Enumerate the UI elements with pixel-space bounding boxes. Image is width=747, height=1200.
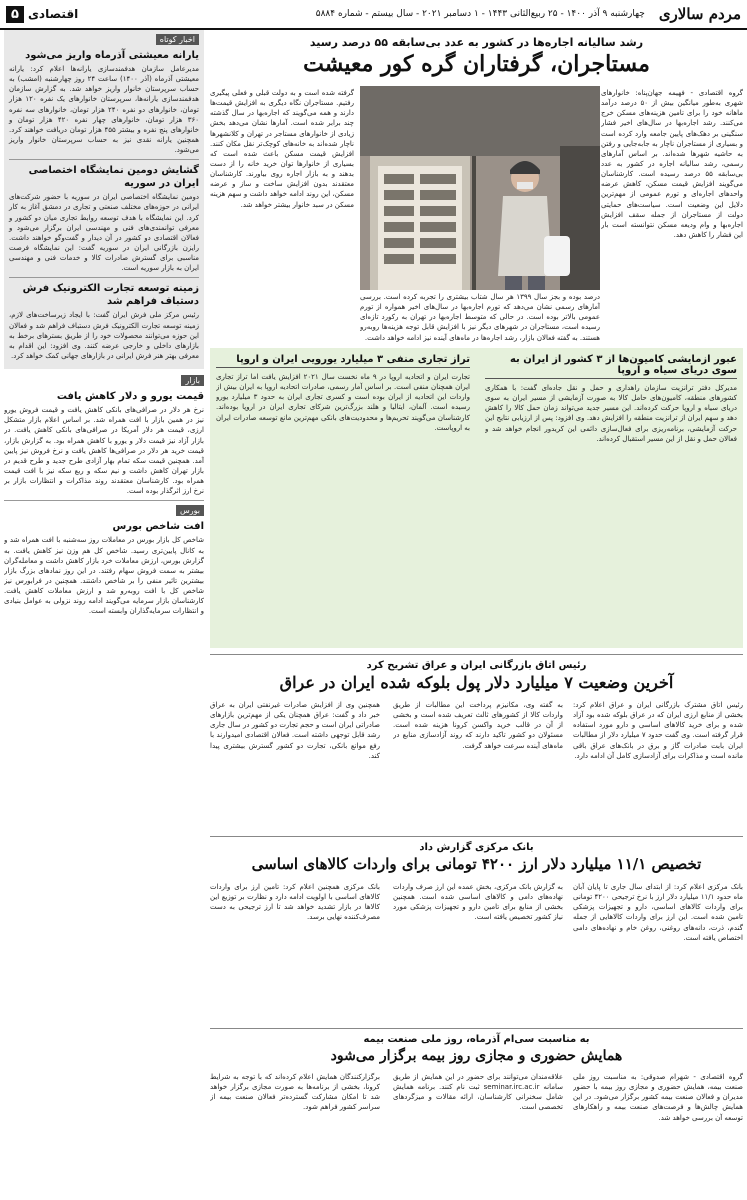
insurance-body-left: برگزارکنندگان همایش اعلام کرده‌اند که با توجه به شرایط کرونا، بخشی از برنامه‌ها به صورت مجازی برگزار خواهد شد تا امکان مشارکت گسترده‌تر فعالان صنعت بیمه از سراسر کشور فراهم شود. [210,1073,380,1112]
lead-column-right: گروه اقتصادی - فهیمه جهان‌پناه: خانوارهای شهری به‌طور میانگین بیش از ۵۰ درصد درآمد ماهانه خود را برای تامین هزینه‌های مسکن خرج می‌کنند. رشد اجاره‌بها در سال‌های اخیر فشار سنگینی بر دهک‌های پایین جامعه وارد کرده است و بسیاری از مستاجران ناچار به جابه‌جایی و رفتن به حاشیه شهرها شده‌اند. بر اساس آمارهای رسمی، رشد سالیانه اجاره در کشور به عدد بی‌سابقه ۵۵ درصد رسیده است. کارشناسان می‌گویند افزایش قیمت مسکن، کاهش عرضه واحدهای اجاره‌ای و تورم عمومی از مهم‌ترین دلایل این وضعیت است. سیاست‌های حمایتی دولت از مستاجران از جمله سقف افزایش اجاره‌بها و وام ودیعه مسکن نتوانسته است بار این فشار را کاهش دهد. [601,89,743,239]
bourse-body: شاخص کل بازار بورس در معاملات روز سه‌شنبه با افت همراه شد و به کانال پایین‌تری رسید. شاخص کل هم وزن نیز کاهش یافت. به گزارش بورس، ارزش معاملات خرد بازار کاهش داشت و معامله‌گران بیشتر به سمت فروش سهام رفتند. در این روز نمادهای بزرگ بازار بیشترین تاثیر منفی را بر شاخص داشتند. همچنین در فرابورس نیز شاخص کل با افت روبه‌رو شد و ارزش معاملات کاهش یافت. کارشناسان بازار سرمایه می‌گویند ادامه روند نزولی به عوامل بنیادی و انتظارات سرمایه‌گذاران وابسته است. [4,536,204,616]
lead-column-under-photo: درصد بوده و بجز سال ۱۳۹۹ هر سال شتاب بیشتری را تجربه کرده است. بررسی آمارهای رسمی نشان می‌دهد که تورم اجاره‌بها در سال‌های اخیر همواره از تورم عمومی بالاتر بوده است. در حالی که متوسط اجاره‌بها در تهران به رکورد تازه‌ای رسیده است، مستاجران در شهرهای دیگر نیز با افزایش قابل توجه هزینه‌ها روبه‌رو هستند. به گفته فعالان بازار، رشد اجاره‌ها در ماه‌های آینده نیز ادامه خواهد داشت. [360,290,600,348]
allocation-kicker: بانک مرکزی گزارش داد [419,842,534,853]
iraq-headline: آخرین وضعیت ۷ میلیارد دلار پول بلوکه شده ایران در عراق [279,673,674,692]
trade-title: تراز تجاری منفی ۳ میلیارد یورویی ایران و اروپا [216,354,470,368]
transit-title: عبور آزمایشی کامیون‌ها از ۳ کشور از ایران به سوی دریای سیاه و اروپا [485,354,737,379]
short-news-3-title: زمینه توسعه تجارت الکترونیک فرش دستباف فراهم شد [22,283,199,308]
divider [4,500,204,501]
trade-box [216,354,470,636]
iraq-body-left: همچنین وی از افزایش صادرات غیرنفتی ایران به عراق خبر داد و گفت: عراق همچنان یکی از مهم‌ترین بازارهای صادراتی ایران است و حجم تجارت دو کشور در سال جاری رشد قابل توجهی داشته است. فعالان اقتصادی امیدوارند با رفع موانع بانکی، تجارت دو کشور گسترش بیشتری پیدا کند. [210,701,380,760]
page-number: ۵ [6,6,24,23]
short-news-box [4,30,204,369]
lead-kicker: رشد سالیانه اجاره‌ها در کشور به عدد بی‌سابقه ۵۵ درصد رسید [309,36,644,49]
short-news-2-title: گشایش دومین نمایشگاه اختصاصی ایران در سوریه [28,165,199,190]
label-bourse: بورس [176,505,204,516]
lead-headline: مستاجران، گرفتاران گره کور معیشت [303,51,650,77]
sidebar-news [4,30,204,1196]
transit-body: مدیرکل دفتر ترانزیت سازمان راهداری و حمل و نقل جاده‌ای گفت: با همکاری کشورهای منطقه، کامیون‌های حامل کالا به صورت آزمایشی از مسیر ایران به سوی دریای سیاه و اروپا حرکت کرده‌اند. این مسیر جدید می‌تواند زمان حمل کالا را کاهش دهد و سهم ایران از ترانزیت منطقه را افزایش دهد. وی افزود: پس از ارزیابی نتایج این حرکت آزمایشی، برنامه‌ریزی برای فعال‌سازی دائمی این کریدور انجام خواهد شد و فعالان حمل و نقل از این مسیر استقبال کرده‌اند. [485,384,737,443]
divider [210,836,743,837]
allocation-body-mid: به گزارش بانک مرکزی، بخش عمده این ارز صرف واردات نهاده‌های دامی و کالاهای اساسی شده است. همچنین بخشی از منابع برای تامین دارو و تجهیزات پزشکی مورد نیاز کشور تخصیص یافته است. [393,883,563,922]
newspaper-brand: مردم سالاری [658,5,741,23]
short-news-3-body: رئیس مرکز ملی فرش ایران گفت: با ایجاد زیرساخت‌های لازم، زمینه توسعه تجارت الکترونیک فرش دستباف فراهم شد و فعالان این حوزه می‌توانند محصولات خود را از طریق بسترهای برخط به بازارهای داخلی و خارجی عرضه کنند. وی افزود: این اقدام به معرفی بهتر هنر فرش ایرانی در بازارهای جهانی کمک خواهد کرد. [9,311,199,360]
short-news-2-body: دومین نمایشگاه اختصاصی ایران در سوریه با حضور شرکت‌های ایرانی در حوزه‌های مختلف صنعتی و تجاری در دمشق آغاز به کار کرد. این نمایشگاه با هدف توسعه روابط تجاری میان دو کشور و معرفی توانمندی‌های فنی و مهندسی ایران برگزار می‌شود و فعالان اقتصادی دو کشور در آن دیدار و گفت‌وگو خواهند داشت. رایزن بازرگانی ایران در سوریه گفت: این نمایشگاه فرصت مناسبی برای گسترش صادرات کالا و خدمات فنی و مهندسی ایران به بازار سوریه است. [9,193,199,273]
short-news-1-title: یارانه معیشتی آذرماه واریز می‌شود [25,50,199,61]
allocation-headline: تخصیص ۱۱/۱ میلیارد دلار ارز ۴۲۰۰ تومانی برای واردات کالاهای اساسی [251,855,702,873]
label-market: بازار [181,375,204,386]
main-content [210,30,743,1196]
insurance-body-right: گروه اقتصادی - شهرام صدوقی: به مناسبت روز ملی صنعت بیمه، همایش حضوری و مجازی روز بیمه با حضور مدیران و فعالان صنعت بیمه کشور برگزار می‌شود. در این همایش چالش‌ها و فرصت‌های صنعت بیمه و راهکارهای توسعه آن بررسی خواهد شد. [573,1073,743,1122]
iraq-body-right: رئیس اتاق مشترک بازرگانی ایران و عراق اعلام کرد: بخشی از منابع ارزی ایران که در عراق بلوکه شده بود آزاد شده و برای خرید کالاهای اساسی و دارو مورد استفاده قرار گرفته است. وی گفت حدود ۷ میلیارد دلار از مطالبات ایران بابت صادرات گاز و برق در بانک‌های عراق باقی مانده است و مذاکرات برای آزادسازی کامل آن ادامه دارد. [573,701,743,760]
section-tag [0,6,78,23]
divider [9,159,199,160]
divider [9,277,199,278]
divider [210,1028,743,1029]
insurance-kicker: به مناسبت سی‌ام آذرماه، روز ملی صنعت بیمه [363,1034,590,1045]
insurance-headline: همایش حضوری و مجازی روز بیمه برگزار می‌شود [330,1048,623,1064]
trade-body: تجارت ایران و اتحادیه اروپا در ۹ ماه نخست سال ۲۰۲۱ افزایش یافت اما تراز تجاری ایران همچنان منفی است. بر اساس آمار رسمی، صادرات اتحادیه اروپا به ایران بیش از واردات این اتحادیه از ایران بوده است و کسری تجاری ایران به حدود ۳ میلیارد یورو رسیده است. آلمان، ایتالیا و هلند بزرگ‌ترین شرکای تجاری ایران در اروپا بوده‌اند. کارشناسان می‌گویند تحریم‌ها و محدودیت‌های بانکی مهم‌ترین مانع توسعه صادرات ایران به اروپاست. [216,373,470,432]
iraq-kicker: رئیس اتاق بازرگانی ایران و عراق تشریح کرد [366,660,587,671]
section-name: اقتصادی [27,7,79,21]
page-header [0,0,747,30]
market-body: نرخ هر دلار در صرافی‌های بانکی کاهش یافت و قیمت فروش یورو نیز در همین بازار با افت همراه شد. بر اساس اعلام بازار متشکل ارزی، قیمت هر دلار آمریکا در صرافی‌های بانکی کاهش یافت. در بازار آزاد نیز قیمت دلار و یورو با کاهش همراه بود. به گزارش بازار، قیمت خرید هر دلار در صرافی‌ها کاهش یافت و نرخ فروش نیز پایین آمد. همچنین قیمت سکه تمام بهار آزادی طرح جدید و طرح قدیم در بازار تهران کاهش داشت و نیم سکه و ربع سکه نیز با افت قیمت همراه بود. کارشناسان معتقدند روند مذاکرات و انتظارات بازار بر نرخ ارز اثرگذار بوده است. [4,406,204,496]
divider [210,654,743,655]
short-news-1-body: مدیرعامل سازمان هدفمندسازی یارانه‌ها اعلام کرد: یارانه معیشتی آذرماه (آذر ۱۴۰۰) ساعت ۲۴ روز چهارشنبه (امشب) به حساب سرپرستان خانوار واریز خواهد شد. به گزارش سازمان هدفمندسازی یارانه‌ها، سرپرستان خانوارهای یک نفره ۱۲۰ هزار تومان، خانوارهای دو نفره ۲۴۰ هزار تومان، خانوارهای سه نفره ۳۶۰ هزار تومان، خانوارهای چهار نفره ۴۲۰ هزار تومان و خانوارهای پنج نفره و بیشتر ۴۵۵ هزار تومان دریافت خواهند کرد. همچنین یارانه نقدی نیز به حساب سرپرستان خانوار واریز می‌شود. [9,65,199,155]
label-short-news: اخبار کوتاه [156,34,199,45]
transit-box [485,354,737,636]
allocation-body-right: بانک مرکزی اعلام کرد: از ابتدای سال جاری تا پایان آبان ماه حدود ۱۱/۱ میلیارد دلار ارز با نرخ ترجیحی ۴۲۰۰ تومانی برای واردات کالاهای اساسی، دارو و تجهیزات پزشکی تامین شده است. این ارز برای واردات کالاهایی از جمله گندم، ذرت، دانه‌های روغنی، روغن خام و نهاده‌های دامی اختصاص یافته است. [573,883,743,942]
iraq-body-mid: به گفته وی، مکانیزم پرداخت این مطالبات از طریق واردات کالا از کشورهای ثالث تعریف شده است و بخشی از آن در قالب خرید واکسن کرونا هزینه شده است. مسئولان دو کشور تاکید دارند که روند آزادسازی منابع در ماه‌های آینده سرعت خواهد گرفت. [393,701,563,750]
insurance-body-mid: علاقه‌مندان می‌توانند برای حضور در این همایش از طریق سامانه seminar.irc.ac.ir ثبت نام کنند. برنامه همایش شامل سخنرانی کارشناسان، ارائه مقالات و میزگردهای تخصصی است. [393,1073,563,1112]
green-boxes [210,348,743,648]
allocation-body-left: بانک مرکزی همچنین اعلام کرد: تامین ارز برای واردات کالاهای اساسی با اولویت ادامه دارد و نظارت بر توزیع این کالاها در بازار تشدید خواهد شد تا ارز ترجیحی به دست مصرف‌کننده نهایی برسد. [210,883,380,922]
issue-date: چهارشنبه ۹ آذر ۱۴۰۰ - ۲۵ ربیع‌الثانی ۱۴۴۳ - ۱ دسامبر ۲۰۲۱ - سال بیستم - شماره ۵۸۸۴ [315,9,645,19]
bourse-title: افت شاخص بورس [112,521,204,533]
market-title: قیمت یورو و دلار کاهش یافت [56,391,204,403]
lead-column-left: گرفته شده است و به دولت قبلی و فعلی پیگیری رفتیم. مستاجران نگاه دیگری به افزایش قیمت‌ها دارند و همه می‌گویند که اجاره‌بها در سال گذشته چند برابر شده است. آمارها نشان می‌دهد بخش زیادی از خانوارهای مستاجر در تهران و کلانشهرها ناچار شده‌اند به خانه‌های کوچک‌تر نقل مکان کنند. افزایش قیمت مسکن باعث شده است که بسیاری از خانوارها توان خرید خانه را از دست بدهند و به بازار اجاره روی بیاورند. کارشناسان معتقدند بدون افزایش ساخت و ساز و عرضه مسکن، این روند ادامه خواهد داشت و سهم هزینه مسکن در سبد خانوار بیشتر خواهد شد. [210,89,354,209]
